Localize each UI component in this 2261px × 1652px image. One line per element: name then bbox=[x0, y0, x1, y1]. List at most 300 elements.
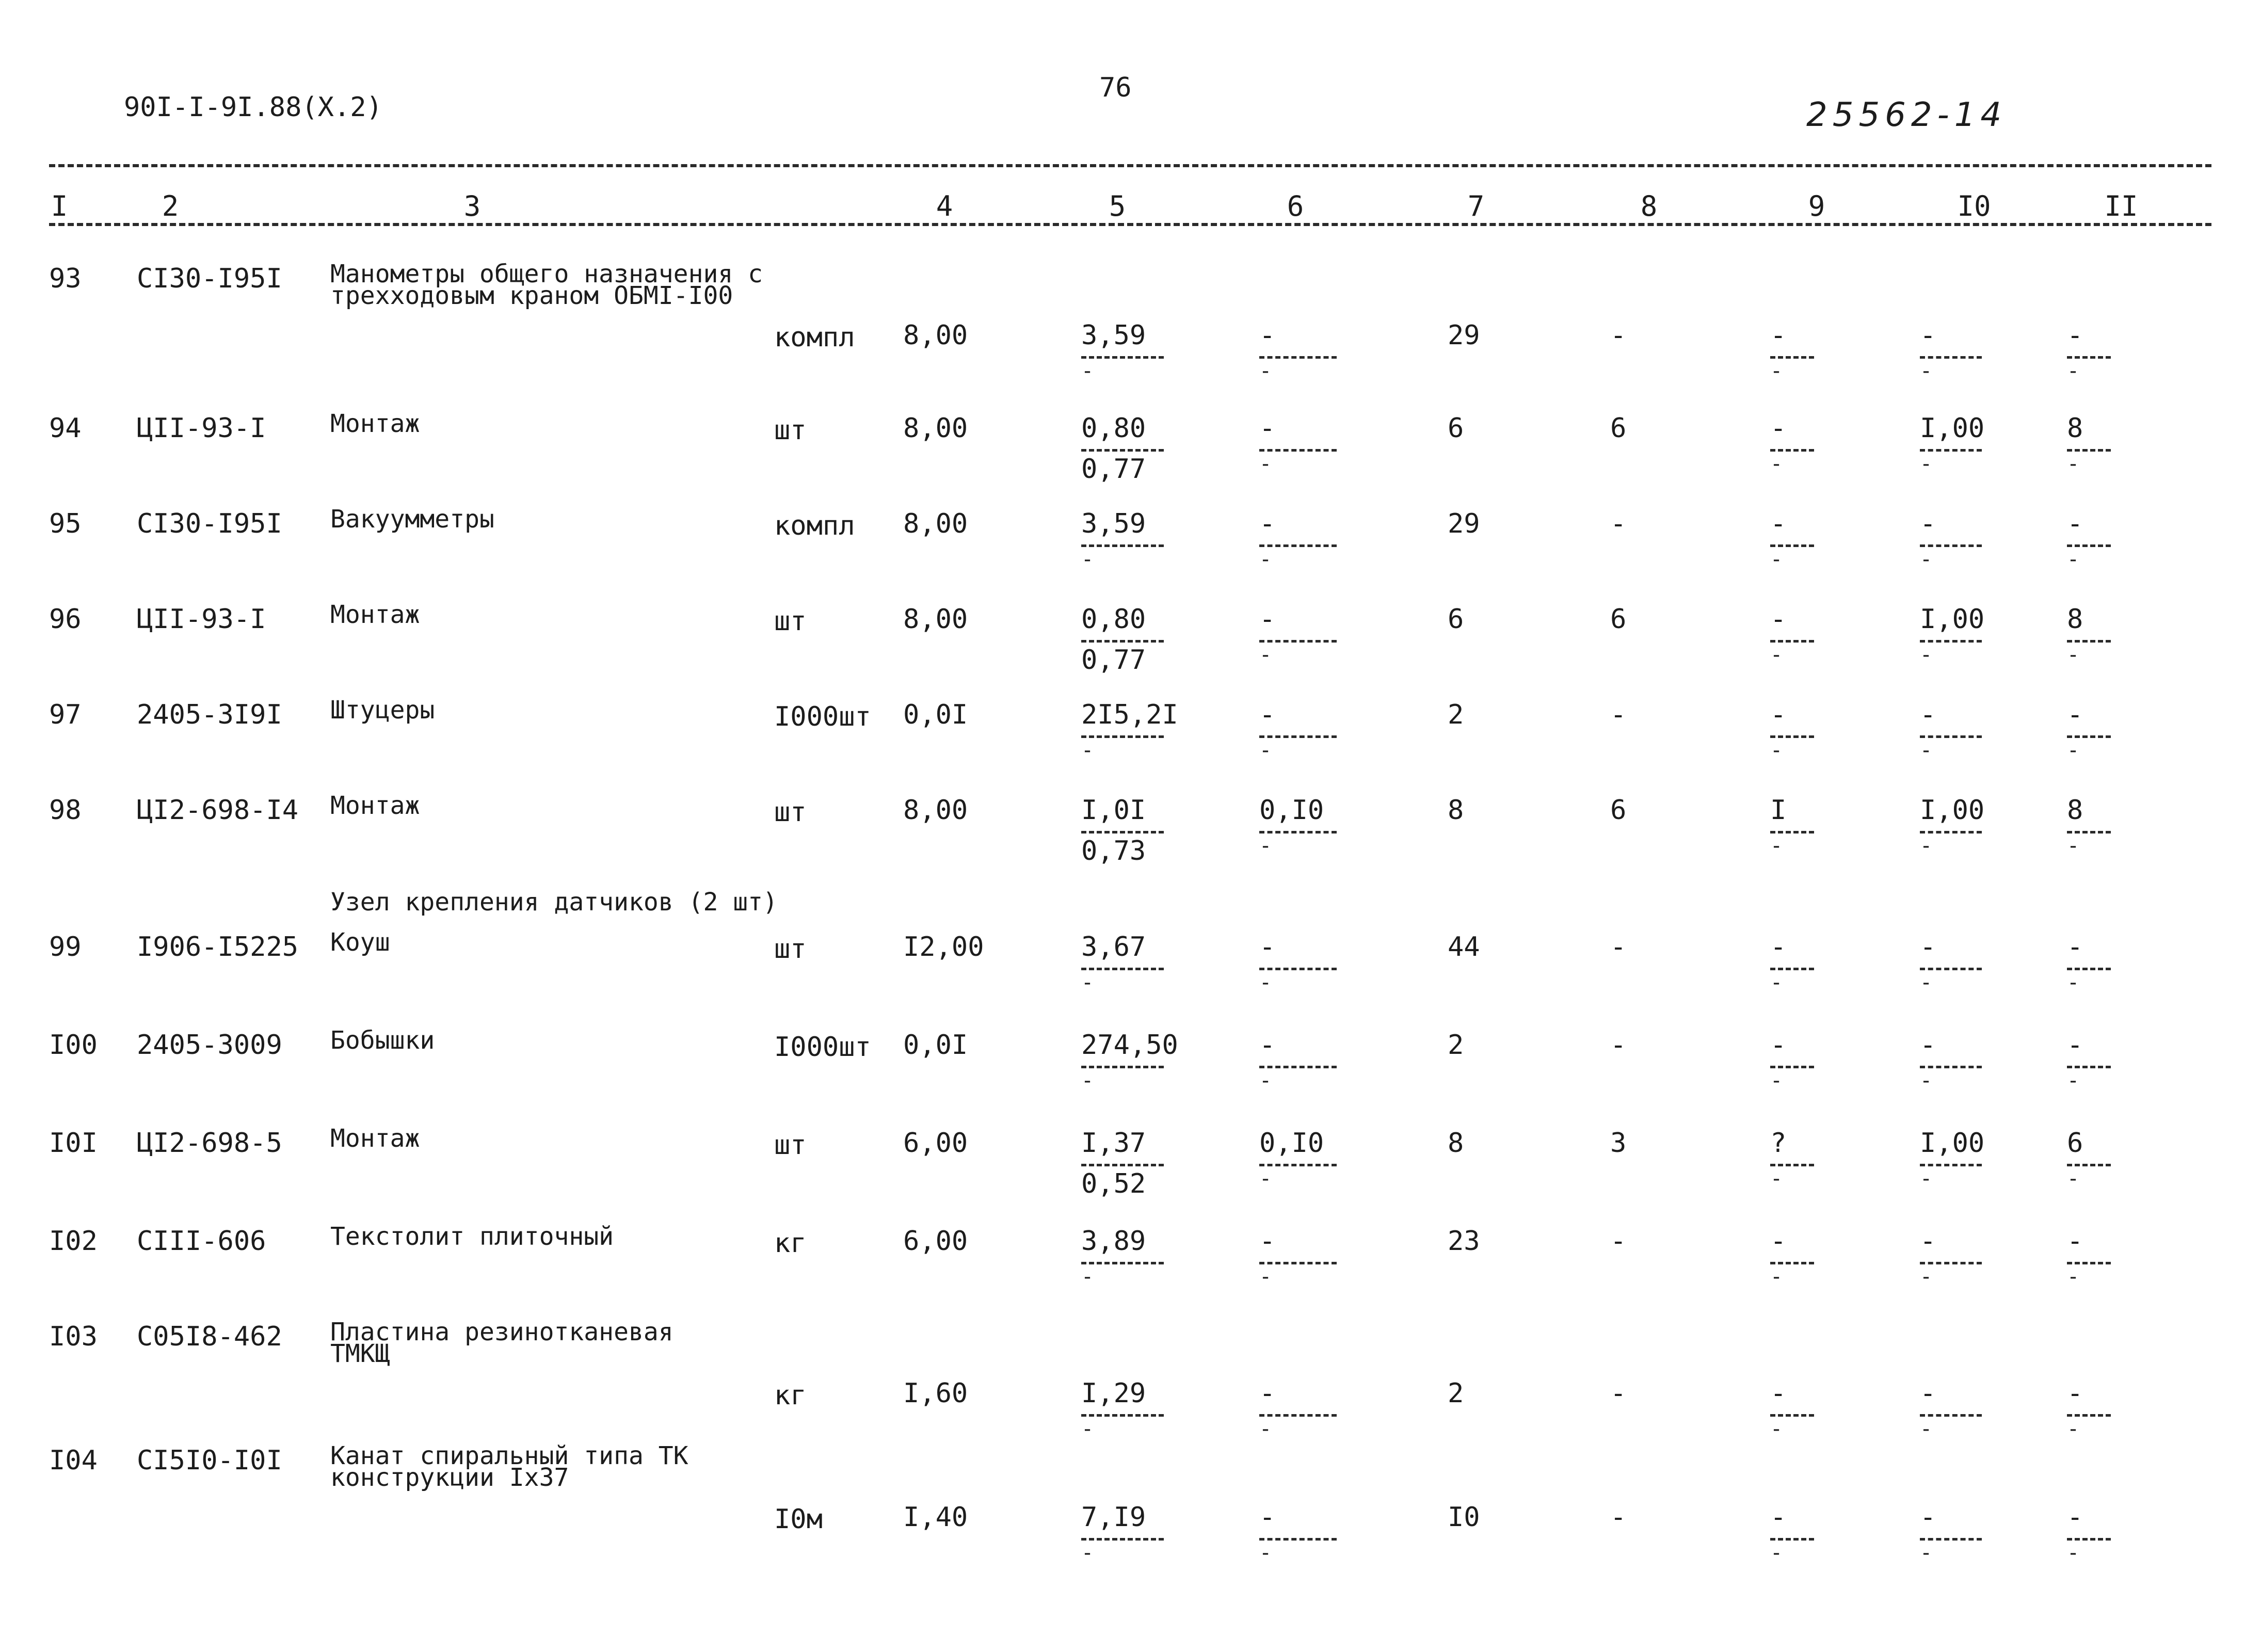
row-number: I02 bbox=[49, 1226, 98, 1257]
fraction-bar bbox=[1770, 1414, 1814, 1417]
col7-value: 29 bbox=[1448, 320, 1480, 351]
col7-value: 29 bbox=[1448, 508, 1480, 539]
item-description: Штуцеры bbox=[330, 696, 435, 725]
fraction-numerator: - bbox=[1770, 1226, 1787, 1257]
quantity: 0,0I bbox=[903, 699, 968, 730]
fraction-bar bbox=[1081, 1066, 1164, 1068]
fraction-numerator: - bbox=[1259, 413, 1276, 444]
fraction-denominator: - bbox=[1259, 548, 1272, 571]
fraction-denominator: - bbox=[1920, 1069, 1933, 1093]
row-number: I00 bbox=[49, 1030, 98, 1061]
fraction-numerator: I bbox=[1770, 795, 1787, 826]
fraction-cell-col11 bbox=[2067, 1128, 2111, 1189]
fraction-bar bbox=[2067, 1164, 2111, 1166]
column-number-3: 3 bbox=[463, 190, 481, 222]
fraction-cell-col11 bbox=[2067, 1226, 2111, 1287]
quantity: 0,0I bbox=[903, 1030, 968, 1061]
fraction-cell-col10 bbox=[1920, 1226, 1982, 1287]
fraction-numerator: 6 bbox=[2067, 1128, 2083, 1159]
fraction-denominator: - bbox=[2067, 739, 2080, 762]
fraction-denominator: - bbox=[2067, 1417, 2080, 1441]
col8-value: - bbox=[1610, 1502, 1627, 1533]
page-number: 76 bbox=[1099, 72, 1132, 103]
fraction-numerator: - bbox=[1770, 413, 1787, 444]
fraction-cell-col5 bbox=[1081, 508, 1164, 570]
fraction-denominator: - bbox=[2067, 1167, 2080, 1191]
fraction-numerator: - bbox=[1259, 604, 1276, 635]
fraction-denominator: - bbox=[1920, 1541, 1933, 1565]
fraction-bar bbox=[1259, 968, 1337, 970]
fraction-numerator: - bbox=[2067, 1502, 2083, 1533]
document-number: 25562-14 bbox=[1806, 96, 2007, 134]
fraction-cell-col5 bbox=[1081, 1378, 1164, 1439]
column-number-5: 5 bbox=[1109, 190, 1126, 222]
fraction-numerator: - bbox=[1259, 699, 1276, 730]
fraction-numerator: - bbox=[2067, 1378, 2083, 1409]
fraction-numerator: 3,59 bbox=[1081, 508, 1146, 539]
fraction-cell-col6 bbox=[1259, 1378, 1337, 1439]
quantity: 8,00 bbox=[903, 508, 968, 539]
column-number-8: 8 bbox=[1640, 190, 1658, 222]
fraction-denominator: - bbox=[1259, 1541, 1272, 1565]
fraction-denominator: - bbox=[1770, 971, 1783, 995]
fraction-cell-col10 bbox=[1920, 413, 1984, 474]
col7-value: 6 bbox=[1448, 604, 1464, 635]
price-code: C05I8-462 bbox=[137, 1321, 282, 1352]
fraction-bar bbox=[2067, 544, 2111, 547]
fraction-cell-col9 bbox=[1770, 320, 1814, 381]
fraction-numerator: - bbox=[1259, 1030, 1276, 1061]
fraction-numerator: 8 bbox=[2067, 795, 2083, 826]
fraction-numerator: - bbox=[1770, 1502, 1787, 1533]
unit: шт bbox=[774, 934, 807, 965]
fraction-denominator: - bbox=[1770, 359, 1783, 383]
fraction-cell-col10 bbox=[1920, 795, 1984, 856]
fraction-numerator: 0,I0 bbox=[1259, 795, 1324, 826]
fraction-numerator: - bbox=[2067, 699, 2083, 730]
item-description: Канат спиральный типа ТК конструкции Iх37 bbox=[330, 1441, 688, 1492]
fraction-bar bbox=[1259, 356, 1337, 359]
fraction-bar bbox=[1081, 1262, 1164, 1264]
fraction-denominator: - bbox=[1259, 834, 1272, 858]
fraction-cell-col10 bbox=[1920, 1502, 1982, 1563]
fraction-bar bbox=[1259, 831, 1337, 833]
fraction-bar bbox=[1259, 449, 1337, 452]
fraction-denominator: - bbox=[2067, 643, 2080, 667]
fraction-cell-col11 bbox=[2067, 508, 2111, 570]
col8-value: - bbox=[1610, 320, 1627, 351]
col7-value: 2 bbox=[1448, 699, 1464, 730]
fraction-numerator: 3,59 bbox=[1081, 320, 1146, 351]
fraction-bar bbox=[1081, 968, 1164, 970]
price-code: ЦII-93-I bbox=[137, 604, 266, 635]
fraction-bar bbox=[1920, 356, 1982, 359]
quantity: 6,00 bbox=[903, 1128, 968, 1159]
fraction-bar bbox=[1770, 735, 1814, 738]
fraction-numerator: I,00 bbox=[1920, 1128, 1985, 1159]
quantity: I,60 bbox=[903, 1378, 968, 1409]
item-description: Монтаж bbox=[330, 1124, 420, 1153]
fraction-cell-col6 bbox=[1259, 413, 1337, 474]
fraction-cell-col6 bbox=[1259, 508, 1337, 570]
fraction-numerator: - bbox=[1920, 1030, 1936, 1061]
fraction-denominator: - bbox=[1770, 1265, 1783, 1289]
fraction-bar bbox=[1259, 544, 1337, 547]
fraction-denominator: - bbox=[1920, 1265, 1933, 1289]
fraction-denominator: - bbox=[1259, 739, 1272, 762]
fraction-denominator: - bbox=[2067, 359, 2080, 383]
fraction-cell-col9 bbox=[1770, 699, 1814, 761]
unit: кг bbox=[774, 1380, 807, 1411]
fraction-bar bbox=[2067, 640, 2111, 643]
col8-value: 6 bbox=[1610, 413, 1627, 444]
fraction-denominator: - bbox=[1259, 1417, 1272, 1441]
fraction-denominator: - bbox=[1920, 643, 1933, 667]
col7-value: 6 bbox=[1448, 413, 1464, 444]
fraction-bar bbox=[1770, 1262, 1814, 1264]
col7-value: 2 bbox=[1448, 1378, 1464, 1409]
fraction-denominator: - bbox=[1920, 1417, 1933, 1441]
price-code: ЦI2-698-5 bbox=[137, 1128, 282, 1159]
fraction-numerator: - bbox=[1259, 508, 1276, 539]
fraction-numerator: - bbox=[1770, 1030, 1787, 1061]
fraction-denominator: - bbox=[1770, 1167, 1783, 1191]
group-title: Узел крепления датчиков (2 шт) bbox=[330, 888, 778, 917]
fraction-denominator: - bbox=[2067, 452, 2080, 476]
fraction-denominator: - bbox=[1920, 548, 1933, 571]
fraction-bar bbox=[1770, 449, 1814, 452]
row-number: I04 bbox=[49, 1445, 98, 1476]
col7-value: I0 bbox=[1448, 1502, 1480, 1533]
fraction-cell-col11 bbox=[2067, 699, 2111, 761]
fraction-bar bbox=[1920, 1164, 1982, 1166]
fraction-cell-col11 bbox=[2067, 932, 2111, 993]
fraction-cell-col10 bbox=[1920, 320, 1982, 381]
fraction-cell-col6 bbox=[1259, 320, 1337, 381]
fraction-denominator: - bbox=[1081, 1541, 1094, 1565]
fraction-cell-col11 bbox=[2067, 1378, 2111, 1439]
fraction-denominator: - bbox=[1920, 739, 1933, 762]
quantity: I,40 bbox=[903, 1502, 968, 1533]
fraction-bar bbox=[1770, 1538, 1814, 1541]
price-code: ЦII-93-I bbox=[137, 413, 266, 444]
column-number-11: II bbox=[2104, 190, 2138, 222]
fraction-cell-col11 bbox=[2067, 1502, 2111, 1563]
item-description: Манометры общего назначения с трехходовым краном ОБМI-I00 bbox=[330, 260, 763, 310]
fraction-numerator: 0,80 bbox=[1081, 604, 1146, 635]
fraction-numerator: - bbox=[1770, 699, 1787, 730]
fraction-denominator: 0,52 bbox=[1081, 1168, 1146, 1199]
fraction-bar bbox=[1259, 735, 1337, 738]
fraction-cell-col11 bbox=[2067, 604, 2111, 665]
fraction-denominator: - bbox=[1259, 971, 1272, 995]
fraction-numerator: 274,50 bbox=[1081, 1030, 1178, 1061]
col8-value: 6 bbox=[1610, 795, 1627, 826]
fraction-numerator: - bbox=[2067, 1030, 2083, 1061]
fraction-bar bbox=[2067, 449, 2111, 452]
fraction-bar bbox=[1081, 1414, 1164, 1417]
fraction-bar bbox=[1770, 544, 1814, 547]
fraction-bar bbox=[1770, 640, 1814, 643]
fraction-cell-col5 bbox=[1081, 604, 1164, 676]
fraction-numerator: 3,89 bbox=[1081, 1226, 1146, 1257]
fraction-bar bbox=[1259, 1414, 1337, 1417]
fraction-cell-col10 bbox=[1920, 1030, 1982, 1091]
fraction-cell-col6 bbox=[1259, 1128, 1337, 1189]
item-description: Текстолит плиточный bbox=[330, 1222, 614, 1251]
fraction-denominator: - bbox=[1920, 359, 1933, 383]
fraction-bar bbox=[1081, 1164, 1164, 1166]
price-code: ЦI2-698-I4 bbox=[137, 795, 299, 826]
fraction-denominator: - bbox=[1081, 1265, 1094, 1289]
fraction-numerator: - bbox=[1770, 932, 1787, 963]
row-number: 97 bbox=[49, 699, 82, 730]
fraction-denominator: - bbox=[1920, 1167, 1933, 1191]
header-top-rule bbox=[49, 164, 2211, 167]
fraction-denominator: 0,73 bbox=[1081, 836, 1146, 867]
fraction-cell-col11 bbox=[2067, 320, 2111, 381]
fraction-denominator: - bbox=[1920, 834, 1933, 858]
fraction-denominator: 0,77 bbox=[1081, 645, 1146, 676]
fraction-denominator: - bbox=[1081, 739, 1094, 762]
quantity: 8,00 bbox=[903, 413, 968, 444]
col8-value: - bbox=[1610, 1030, 1627, 1061]
quantity: 6,00 bbox=[903, 1226, 968, 1257]
fraction-numerator: - bbox=[1920, 932, 1936, 963]
fraction-cell-col9 bbox=[1770, 1226, 1814, 1287]
item-description: Коуш bbox=[330, 928, 390, 957]
fraction-cell-col9 bbox=[1770, 1502, 1814, 1563]
fraction-bar bbox=[1259, 1164, 1337, 1166]
price-code: CI5I0-I0I bbox=[137, 1445, 282, 1476]
column-number-4: 4 bbox=[936, 190, 953, 222]
fraction-cell-col5 bbox=[1081, 1128, 1164, 1199]
fraction-denominator: - bbox=[1081, 1069, 1094, 1093]
column-number-6: 6 bbox=[1287, 190, 1304, 222]
fraction-bar bbox=[1920, 449, 1982, 452]
column-number-10: I0 bbox=[1957, 190, 1991, 222]
row-number: I03 bbox=[49, 1321, 98, 1352]
fraction-cell-col5 bbox=[1081, 320, 1164, 381]
row-number: I0I bbox=[49, 1128, 98, 1159]
column-number-1: I bbox=[51, 190, 68, 222]
fraction-numerator: - bbox=[1770, 508, 1787, 539]
fraction-denominator: - bbox=[1920, 452, 1933, 476]
fraction-denominator: - bbox=[2067, 1069, 2080, 1093]
fraction-numerator: - bbox=[2067, 508, 2083, 539]
fraction-numerator: - bbox=[2067, 320, 2083, 351]
col7-value: 2 bbox=[1448, 1030, 1464, 1061]
fraction-bar bbox=[2067, 356, 2111, 359]
fraction-cell-col10 bbox=[1920, 1378, 1982, 1439]
fraction-denominator: - bbox=[2067, 548, 2080, 571]
fraction-numerator: ? bbox=[1770, 1128, 1787, 1159]
fraction-cell-col10 bbox=[1920, 1128, 1984, 1189]
fraction-numerator: - bbox=[2067, 1226, 2083, 1257]
fraction-numerator: - bbox=[1259, 932, 1276, 963]
fraction-bar bbox=[1081, 356, 1164, 359]
fraction-denominator: - bbox=[1081, 359, 1094, 383]
unit: шт bbox=[774, 1130, 807, 1161]
fraction-cell-col9 bbox=[1770, 604, 1814, 665]
fraction-cell-col10 bbox=[1920, 604, 1984, 665]
fraction-cell-col6 bbox=[1259, 795, 1337, 856]
fraction-denominator: - bbox=[1081, 971, 1094, 995]
col8-value: - bbox=[1610, 699, 1627, 730]
row-number: 93 bbox=[49, 263, 82, 294]
fraction-bar bbox=[1259, 1262, 1337, 1264]
fraction-denominator: - bbox=[1770, 1069, 1783, 1093]
fraction-denominator: 0,77 bbox=[1081, 454, 1146, 485]
quantity: I2,00 bbox=[903, 932, 984, 963]
unit: шт bbox=[774, 797, 807, 828]
row-number: 95 bbox=[49, 508, 82, 539]
row-number: 96 bbox=[49, 604, 82, 635]
column-number-2: 2 bbox=[162, 190, 179, 222]
fraction-denominator: - bbox=[1259, 452, 1272, 476]
fraction-bar bbox=[1259, 1066, 1337, 1068]
fraction-numerator: - bbox=[1259, 1226, 1276, 1257]
item-description: Монтаж bbox=[330, 600, 420, 629]
unit: I000шт bbox=[774, 701, 871, 732]
fraction-cell-col6 bbox=[1259, 932, 1337, 993]
fraction-numerator: 0,I0 bbox=[1259, 1128, 1324, 1159]
fraction-numerator: - bbox=[1770, 320, 1787, 351]
fraction-denominator: - bbox=[1770, 1417, 1783, 1441]
fraction-bar bbox=[1920, 544, 1982, 547]
fraction-bar bbox=[1081, 1538, 1164, 1541]
fraction-bar bbox=[1920, 831, 1982, 833]
item-description: Монтаж bbox=[330, 791, 420, 820]
quantity: 8,00 bbox=[903, 795, 968, 826]
fraction-numerator: - bbox=[1259, 1378, 1276, 1409]
fraction-cell-col9 bbox=[1770, 508, 1814, 570]
fraction-cell-col11 bbox=[2067, 413, 2111, 474]
fraction-bar bbox=[1081, 544, 1164, 547]
unit: шт bbox=[774, 415, 807, 446]
item-description: Монтаж bbox=[330, 409, 420, 438]
fraction-bar bbox=[1770, 356, 1814, 359]
fraction-cell-col5 bbox=[1081, 699, 1178, 761]
fraction-bar bbox=[1259, 640, 1337, 643]
unit: I0м bbox=[774, 1504, 823, 1535]
fraction-numerator: - bbox=[1920, 699, 1936, 730]
fraction-denominator: - bbox=[2067, 971, 2080, 995]
price-code: CIII-606 bbox=[137, 1226, 266, 1257]
fraction-bar bbox=[1081, 640, 1164, 643]
fraction-denominator: - bbox=[1770, 1541, 1783, 1565]
unit: компл bbox=[774, 510, 855, 541]
quantity: 8,00 bbox=[903, 604, 968, 635]
fraction-denominator: - bbox=[2067, 1265, 2080, 1289]
fraction-denominator: - bbox=[1770, 548, 1783, 571]
fraction-bar bbox=[2067, 1262, 2111, 1264]
fraction-numerator: - bbox=[1920, 1378, 1936, 1409]
fraction-cell-col9 bbox=[1770, 1378, 1814, 1439]
fraction-numerator: I,37 bbox=[1081, 1128, 1146, 1159]
fraction-cell-col5 bbox=[1081, 795, 1164, 867]
fraction-bar bbox=[1920, 968, 1982, 970]
fraction-denominator: - bbox=[1259, 359, 1272, 383]
fraction-bar bbox=[1081, 831, 1164, 833]
col8-value: 3 bbox=[1610, 1128, 1627, 1159]
fraction-bar bbox=[2067, 1538, 2111, 1541]
quantity: 8,00 bbox=[903, 320, 968, 351]
fraction-bar bbox=[1920, 1262, 1982, 1264]
fraction-numerator: 7,I9 bbox=[1081, 1502, 1146, 1533]
col8-value: - bbox=[1610, 1378, 1627, 1409]
col8-value: - bbox=[1610, 932, 1627, 963]
fraction-numerator: I,00 bbox=[1920, 795, 1985, 826]
fraction-cell-col9 bbox=[1770, 932, 1814, 993]
row-number: 99 bbox=[49, 932, 82, 963]
fraction-denominator: - bbox=[2067, 834, 2080, 858]
fraction-numerator: 8 bbox=[2067, 413, 2083, 444]
fraction-cell-col6 bbox=[1259, 1226, 1337, 1287]
price-code: I906-I5225 bbox=[137, 932, 299, 963]
fraction-bar bbox=[1920, 1414, 1982, 1417]
fraction-bar bbox=[1770, 831, 1814, 833]
fraction-bar bbox=[1259, 1538, 1337, 1541]
unit: компл bbox=[774, 322, 855, 353]
fraction-denominator: - bbox=[1770, 739, 1783, 762]
fraction-numerator: - bbox=[1920, 1226, 1936, 1257]
fraction-denominator: - bbox=[1081, 548, 1094, 571]
fraction-cell-col5 bbox=[1081, 413, 1164, 485]
fraction-denominator: - bbox=[1770, 643, 1783, 667]
item-description: Вакуумметры bbox=[330, 505, 494, 534]
fraction-numerator: - bbox=[1259, 1502, 1276, 1533]
fraction-bar bbox=[2067, 968, 2111, 970]
fraction-denominator: - bbox=[1770, 834, 1783, 858]
fraction-cell-col9 bbox=[1770, 795, 1814, 856]
fraction-cell-col11 bbox=[2067, 795, 2111, 856]
fraction-cell-col5 bbox=[1081, 932, 1164, 993]
unit: шт bbox=[774, 606, 807, 637]
fraction-cell-col9 bbox=[1770, 413, 1814, 474]
fraction-bar bbox=[1920, 1538, 1982, 1541]
fraction-cell-col11 bbox=[2067, 1030, 2111, 1091]
fraction-bar bbox=[1770, 1066, 1814, 1068]
fraction-cell-col10 bbox=[1920, 932, 1982, 993]
header-bottom-rule bbox=[49, 223, 2211, 226]
fraction-numerator: - bbox=[1920, 320, 1936, 351]
row-number: 98 bbox=[49, 795, 82, 826]
col7-value: 23 bbox=[1448, 1226, 1480, 1257]
fraction-bar bbox=[1920, 1066, 1982, 1068]
fraction-numerator: I,00 bbox=[1920, 413, 1985, 444]
fraction-denominator: - bbox=[1259, 1069, 1272, 1093]
fraction-bar bbox=[1920, 640, 1982, 643]
fraction-bar bbox=[2067, 1414, 2111, 1417]
unit: I000шт bbox=[774, 1032, 871, 1063]
fraction-cell-col10 bbox=[1920, 508, 1982, 570]
fraction-cell-col5 bbox=[1081, 1030, 1178, 1091]
fraction-bar bbox=[1920, 735, 1982, 738]
fraction-denominator: - bbox=[1920, 971, 1933, 995]
fraction-denominator: - bbox=[1259, 1167, 1272, 1191]
fraction-cell-col6 bbox=[1259, 699, 1337, 761]
fraction-cell-col6 bbox=[1259, 1030, 1337, 1091]
col7-value: 8 bbox=[1448, 1128, 1464, 1159]
row-number: 94 bbox=[49, 413, 82, 444]
price-code: 2405-3I9I bbox=[137, 699, 282, 730]
fraction-numerator: I,29 bbox=[1081, 1378, 1146, 1409]
unit: кг bbox=[774, 1228, 807, 1259]
fraction-numerator: I,0I bbox=[1081, 795, 1146, 826]
fraction-numerator: 8 bbox=[2067, 604, 2083, 635]
item-description: Пластина резинотканевая ТМКЩ bbox=[330, 1318, 674, 1368]
